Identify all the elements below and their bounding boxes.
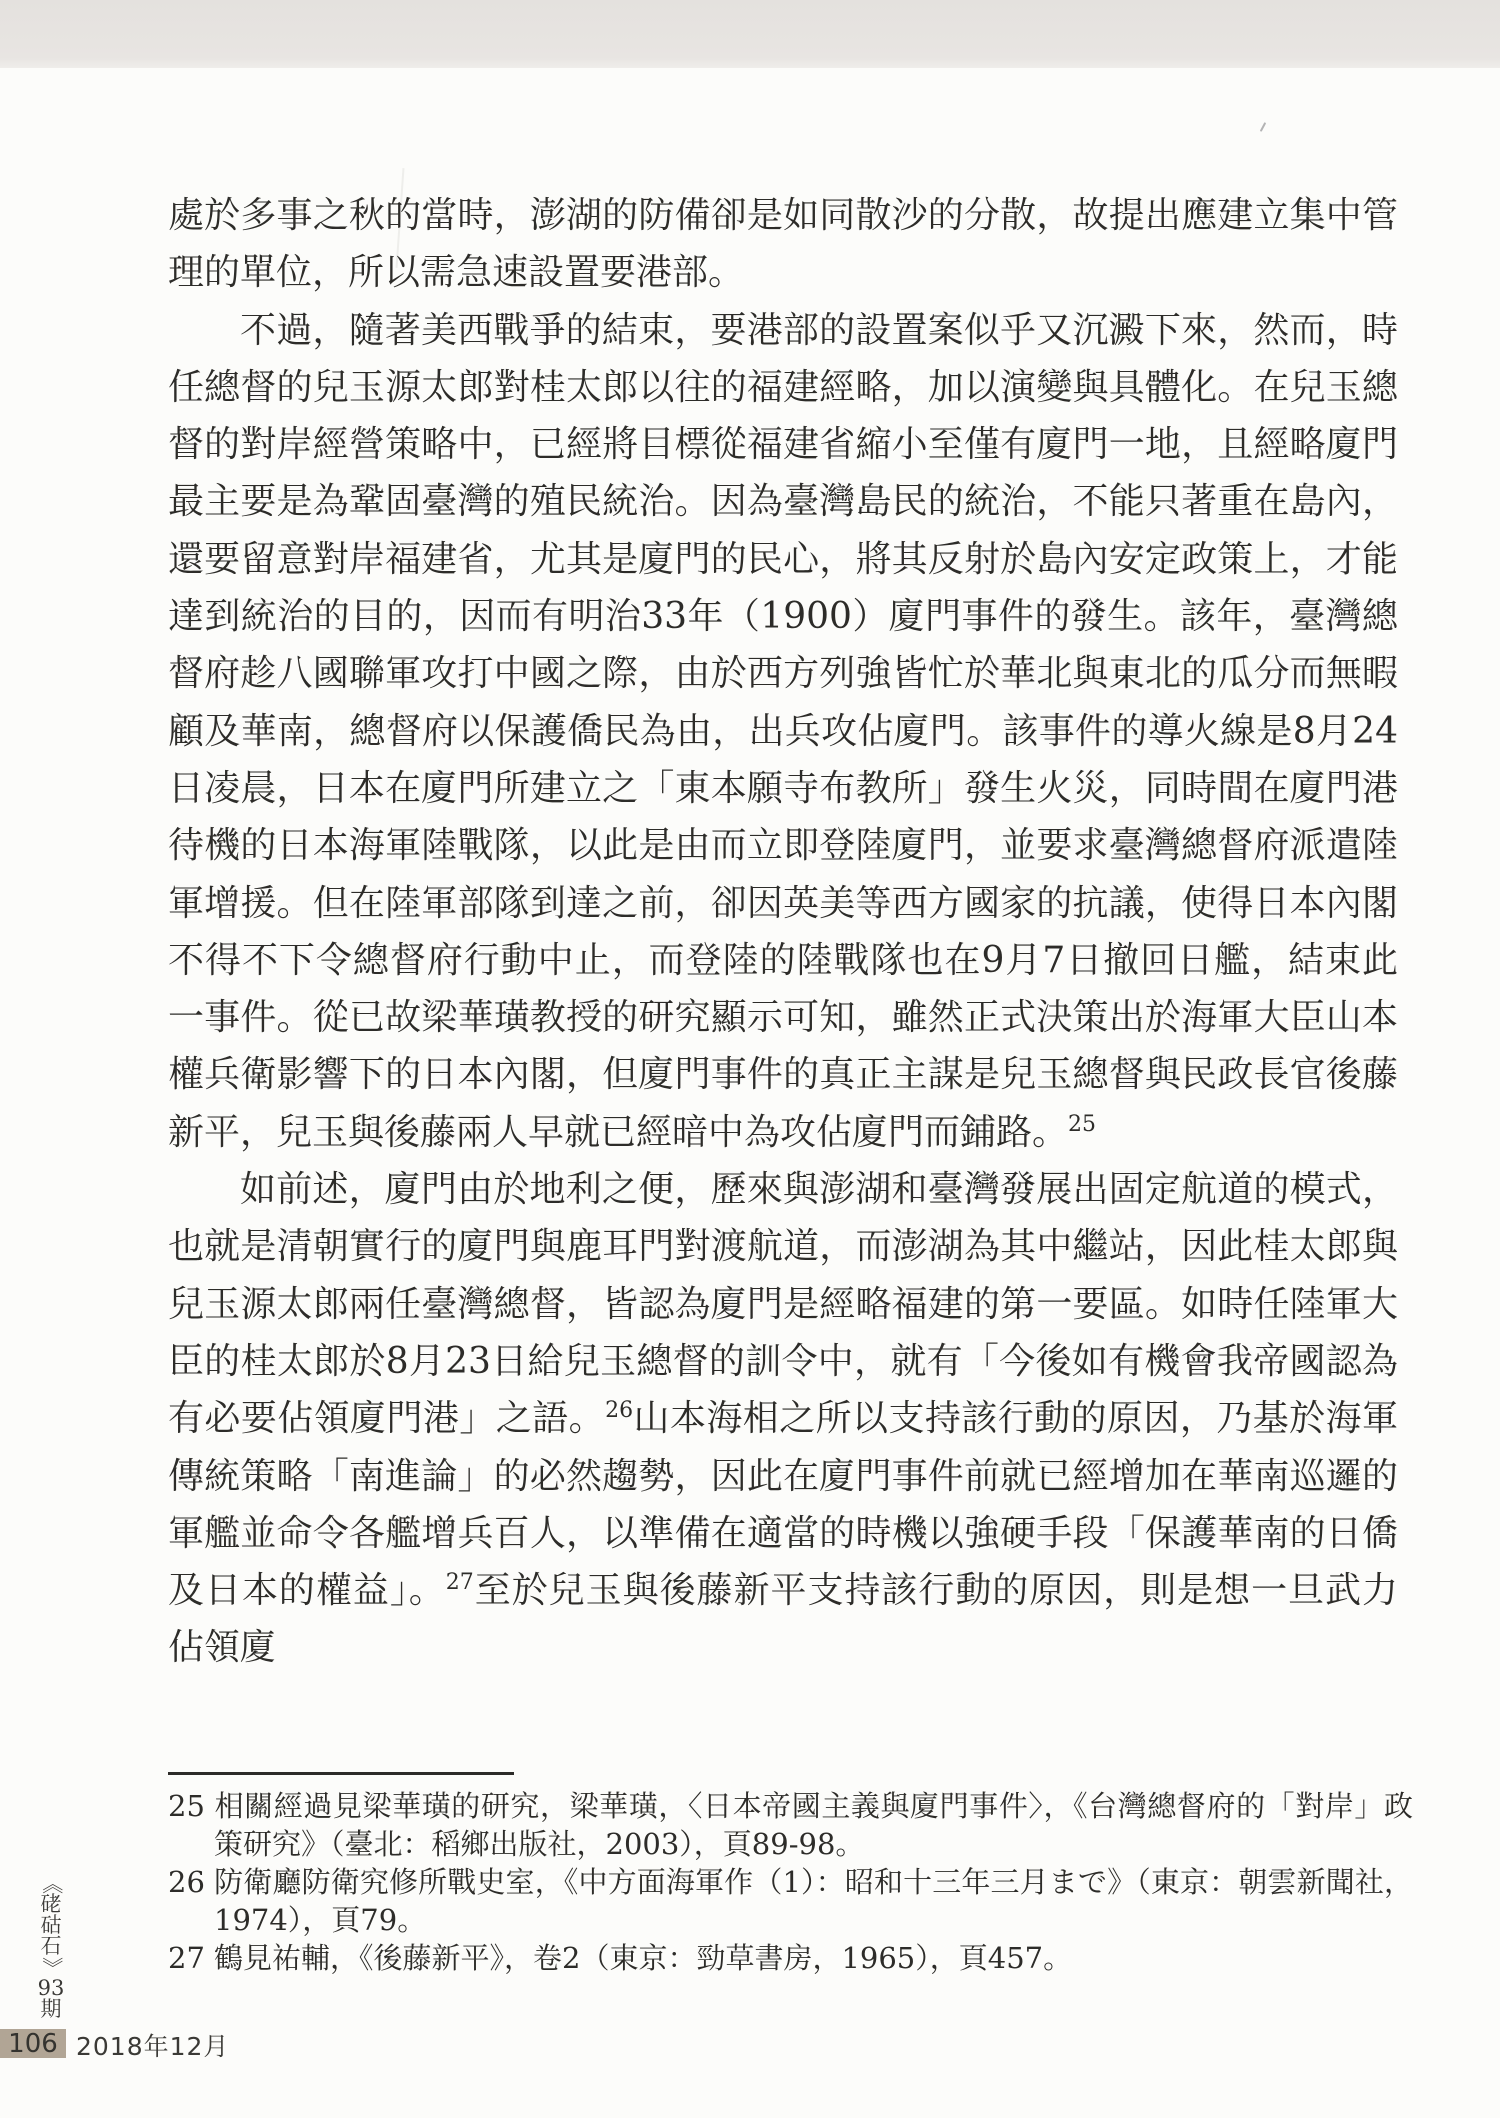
footnote-item: 25 相關經過見梁華璜的研究，梁華璜，〈日本帝國主義與廈門事件〉，《台灣總督府的「對岸」政策研究》（臺北：稻鄉出版社，2003），頁89-98。 bbox=[168, 1789, 1413, 1861]
scan-speck-artifact bbox=[1260, 122, 1266, 132]
journal-title-vertical bbox=[37, 1873, 65, 2020]
paragraph: 處於多事之秋的當時，澎湖的防備卻是如同散沙的分散，故提出應建立集中管理的單位，所以需急速設置要港部。 bbox=[168, 195, 1398, 294]
footnote-ref: 26 bbox=[605, 1398, 634, 1424]
footnote-ref: 27 bbox=[445, 1570, 474, 1596]
journal-title-char: 期 bbox=[40, 1997, 62, 2021]
page-number-badge: 106 bbox=[0, 2029, 66, 2058]
journal-title-char: 93 bbox=[37, 1976, 65, 2000]
journal-title-char: 石 bbox=[40, 1934, 62, 1958]
journal-title-char: 》 bbox=[39, 1957, 64, 1978]
paragraph: 不過，隨著美西戰爭的結束，要港部的設置案似乎又沉澱下來，然而，時任總督的兒玉源太郎對桂太郎以往的福建經略，加以演變與具體化。在兒玉總督的對岸經營策略中，已經將目標從福建省縮小至僅有廈門一地，且經略廈門最主要是為鞏固臺灣的殖民統治。因為臺灣島民的統治，不能只著重在島內，還要留意對岸福建省，尤其是廈門的民心，將其反射於島內安定政策上，才能達到統治的目的，因而有明治33年（1900）廈門事件的發生。該年，臺灣總督府趁八國聯軍攻打中國之際，由於西方列強皆忙於華北與東北的瓜分而無暇顧及華南，總督府以保護僑民為由，出兵攻佔廈門。該事件的導火線是8月24日凌晨，日本在廈門所建立之「東本願寺布教所」發生火災，同時間在廈門港待機的日本海軍陸戰隊，以此是由而立即登陸廈門，並要求臺灣總督府派遣陸軍增援。但在陸軍部隊到達之前，卻因英美等西方國家的抗議，使得日本內閣不得不下令總督府行動中止，而登陸的陸戰隊也在9月7日撤回日艦，結束此一事件。從已故梁華璜教授的研究顯示可知，雖然正式決策出於海軍大臣山本權兵衛影響下的日本內閣，但廈門事件的真正主謀是兒玉總督與民政長官後藤新平，兒玉與後藤兩人早就已經暗中為攻佔廈門而鋪路。$^{25}$ bbox=[168, 309, 1398, 1153]
footnote-item: 27 鶴見祐輔，《後藤新平》，卷2（東京：勁草書房，1965），頁457。 bbox=[168, 1941, 1073, 1975]
scanner-edge-strip bbox=[0, 0, 1500, 68]
journal-title-char: 《 bbox=[39, 1873, 64, 1894]
issue-date: 2018年12月 bbox=[76, 2031, 230, 2061]
footnote-item: 26 防衛廳防衛究修所戰史室，《中方面海軍作（1）：昭和十三年三月まで》（東京：朝雲新聞社，1974），頁79。 bbox=[168, 1865, 1413, 1937]
footnote-divider bbox=[168, 1772, 514, 1775]
journal-title-char: 硓 bbox=[40, 1892, 62, 1916]
footnote-number: 25 bbox=[168, 1789, 205, 1823]
footnotes-section bbox=[168, 1787, 1413, 1977]
paragraph: 如前述，廈門由於地利之便，歷來與澎湖和臺灣發展出固定航道的模式，也就是清朝實行的廈門與鹿耳門對渡航道，而澎湖為其中繼站，因此桂太郎與兒玉源太郎兩任臺灣總督，皆認為廈門是經略福建的第一要區。如時任陸軍大臣的桂太郎於8月23日給兒玉總督的訓令中，就有「今後如有機會我帝國認為有必要佔領廈門港」之語。$^{26}$山本海相之所以支持該行動的原因，乃基於海軍傳統策略「南進論」的必然趨勢，因此在廈門事件前就已經增加在華南巡邏的軍艦並命令各艦增兵百人，以準備在適當的時機以強硬手段「保護華南的日僑及日本的權益」。$^{27}$至於兒玉與後藤新平支持該行動的原因，則是想一旦武力佔領廈 bbox=[168, 1169, 1398, 1669]
article-body bbox=[168, 187, 1398, 1677]
journal-title-char: 𥑮 bbox=[40, 1913, 62, 1937]
footnote-ref: 25 bbox=[1068, 1111, 1097, 1137]
footnote-number: 27 bbox=[168, 1941, 205, 1975]
footnote-number: 26 bbox=[168, 1865, 205, 1899]
